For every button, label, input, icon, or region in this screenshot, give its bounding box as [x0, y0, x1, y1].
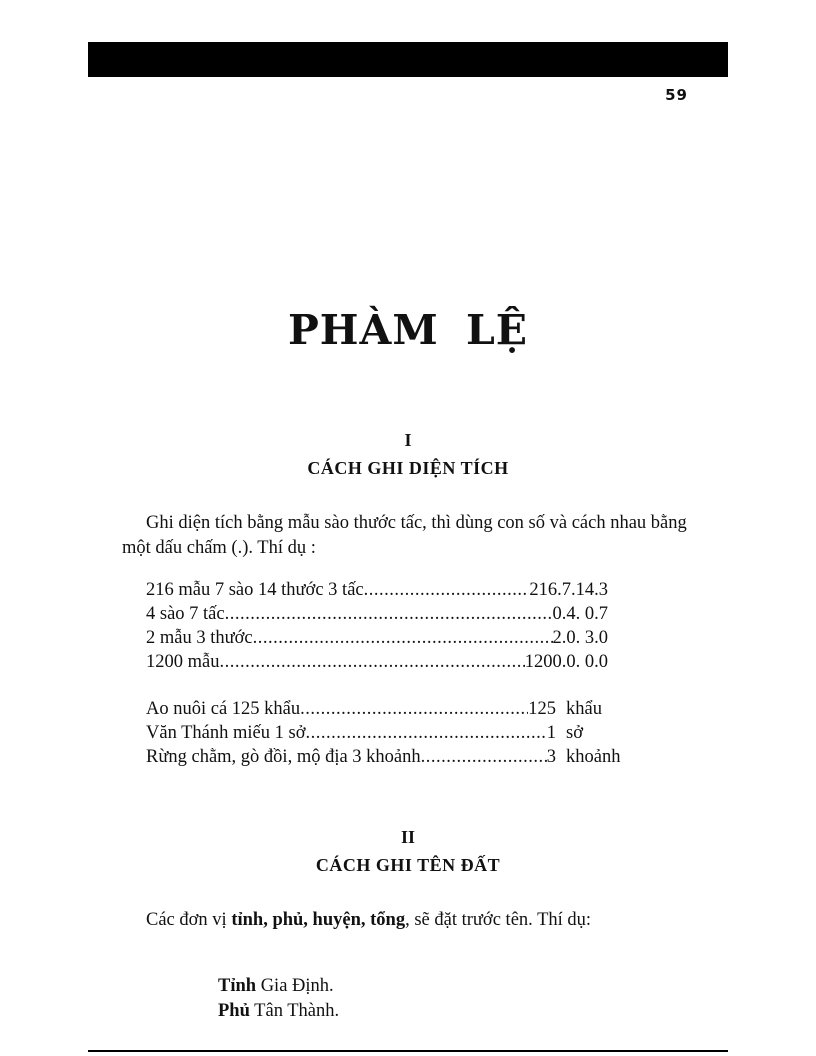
- count-unit-cell: [566, 697, 602, 721]
- header-bar: [88, 42, 728, 77]
- leader-dots: [225, 602, 553, 626]
- example-name: Tân Thành.: [249, 1001, 340, 1021]
- measure-value: 0.4. 0.7: [552, 604, 608, 624]
- leader-dots: [253, 626, 553, 650]
- count-row: [146, 697, 556, 721]
- count-label: Văn Thánh miếu 1 sở: [146, 723, 306, 743]
- count-label: Ao nuôi cá 125 khẩu: [146, 699, 301, 719]
- count-value: 1: [546, 723, 556, 743]
- leader-dots: [305, 721, 546, 745]
- intro-text: Các đơn vị: [146, 910, 232, 930]
- count-unit-cell: [566, 721, 583, 745]
- page-number: 59: [665, 86, 688, 104]
- leader-dots: [219, 650, 524, 674]
- section-2-heading: CÁCH GHI TÊN ĐẤT: [315, 855, 501, 875]
- leader-dots: [300, 697, 528, 721]
- leader-dots: [421, 745, 547, 769]
- count-value: 125: [528, 699, 556, 719]
- count-unit: sở: [566, 723, 583, 743]
- count-unit: khẩu: [566, 699, 602, 719]
- example-line: [218, 999, 339, 1024]
- example-name: Gia Định.: [256, 976, 334, 996]
- section-1-numeral: I: [404, 430, 412, 450]
- intro-bold-terms: tỉnh, phủ, huyện, tổng: [231, 910, 406, 930]
- measure-row: [146, 602, 608, 626]
- leader-dots: [364, 578, 530, 602]
- measure-label: 216 mẫu 7 sào 14 thước 3 tấc: [146, 580, 364, 600]
- section-2-numeral: II: [400, 827, 415, 847]
- section-2-intro: [122, 908, 688, 933]
- example-line: [218, 974, 334, 999]
- count-value: 3: [546, 747, 556, 767]
- measure-row: [146, 578, 608, 602]
- intro-text-end: , sẽ đặt trước tên. Thí dụ:: [405, 910, 592, 930]
- count-row: [146, 721, 556, 745]
- section-1-intro: Ghi diện tích bằng mẫu sào thước tấc, thì dùng con số và cách nhau bằng một dấu chấm (.). Thí dụ :: [122, 513, 687, 558]
- example-unit: Tỉnh: [218, 976, 257, 996]
- measure-value: 2.0. 3.0: [552, 628, 608, 648]
- measure-value: 1200.0. 0.0: [524, 652, 608, 672]
- section-1-heading: CÁCH GHI DIỆN TÍCH: [307, 458, 509, 478]
- measure-row: [146, 626, 608, 650]
- measure-label: 1200 mẫu: [146, 652, 220, 672]
- count-unit-cell: [566, 745, 620, 769]
- measure-label: 2 mẫu 3 thước: [146, 628, 253, 648]
- measure-label: 4 sào 7 tấc: [146, 604, 225, 624]
- measure-row: [146, 650, 608, 674]
- example-unit: Phủ: [218, 1001, 250, 1021]
- page-title: PHÀM LỆ: [287, 306, 529, 354]
- count-row: [146, 745, 556, 769]
- count-label: Rừng chằm, gò đồi, mộ địa 3 khoảnh: [146, 747, 421, 767]
- count-unit: khoảnh: [566, 747, 621, 767]
- measure-value: 216.7.14.3: [529, 580, 608, 600]
- bottom-rule: [88, 1050, 728, 1052]
